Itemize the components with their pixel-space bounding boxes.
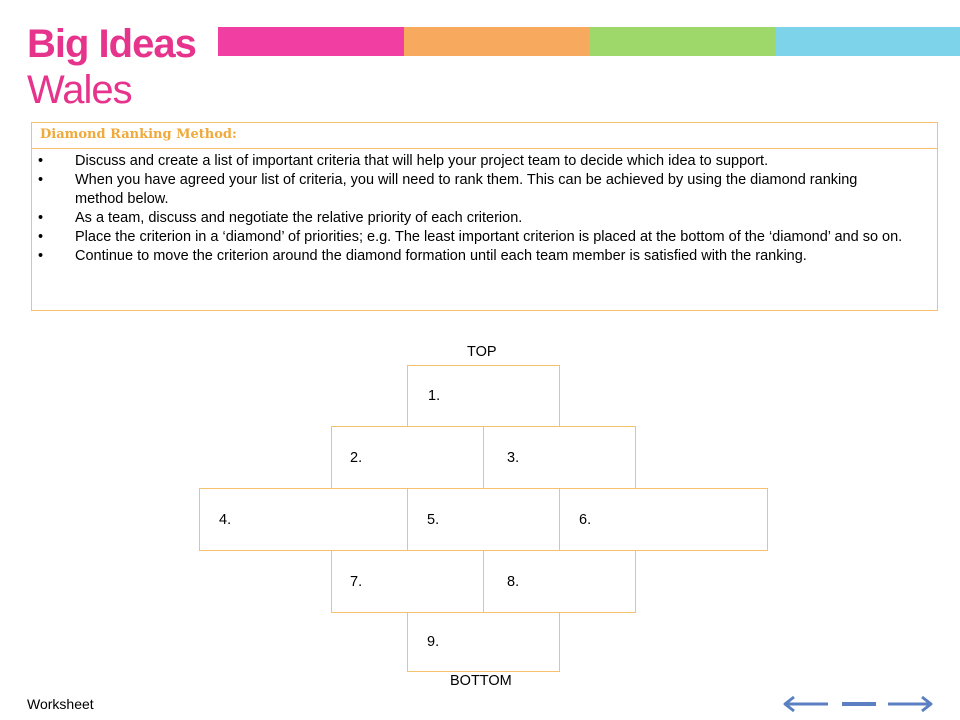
logo-wales: Wales <box>27 68 132 112</box>
instruction-text: Discuss and create a list of important criteria that will help your project team to decide which idea to support. <box>75 153 769 169</box>
diamond-cell-4[interactable] <box>199 488 408 551</box>
instruction-text: When you have agreed your list of criteria, you will need to rank them. This can be achieved by using the diamond ranking method below. <box>75 172 858 207</box>
bullet-icon: • <box>38 172 44 188</box>
home-bar-icon[interactable] <box>838 692 888 716</box>
panel-title: Diamond Ranking Method: <box>32 123 937 149</box>
worksheet-label: Worksheet <box>27 696 94 712</box>
instruction-item <box>32 247 937 266</box>
cell-number: 3. <box>507 449 520 466</box>
cell-number: 5. <box>427 511 440 528</box>
cell-number: 7. <box>350 573 363 590</box>
cell-number: 9. <box>427 634 440 650</box>
instruction-text: As a team, discuss and negotiate the relative priority of each criterion. <box>75 210 523 226</box>
cell-number: 6. <box>579 511 592 528</box>
diamond-cell-7[interactable] <box>331 550 484 613</box>
left-arrow-icon[interactable] <box>780 692 830 716</box>
instruction-item <box>32 228 937 247</box>
instruction-text: Continue to move the criterion around the diamond formation until each team member is satisfied with the ranking. <box>75 248 807 264</box>
diamond-cell-5[interactable] <box>407 488 560 551</box>
cell-number: 2. <box>350 449 363 466</box>
bullet-icon: • <box>38 153 44 169</box>
cell-number: 4. <box>219 511 232 528</box>
diamond-cell-9[interactable] <box>407 612 560 672</box>
bullet-icon: • <box>38 210 44 226</box>
color-bar-pink <box>218 27 404 56</box>
diamond-cell-6[interactable] <box>559 488 768 551</box>
instruction-item <box>32 209 937 228</box>
instruction-item <box>32 152 937 171</box>
color-bar-blue <box>775 27 960 56</box>
cell-number: 8. <box>507 573 520 590</box>
diamond-bottom-label: BOTTOM <box>450 673 512 689</box>
diamond-cell-3[interactable] <box>483 426 636 489</box>
header-color-bars <box>218 27 960 56</box>
diamond-top-label: TOP <box>467 344 497 360</box>
bullet-icon: • <box>38 248 44 264</box>
logo-big-ideas: Big Ideas <box>27 22 196 66</box>
cell-number: 1. <box>428 388 441 404</box>
bullet-icon: • <box>38 229 44 245</box>
right-arrow-icon[interactable] <box>886 692 936 716</box>
instructions-panel <box>31 122 938 311</box>
instruction-text: Place the criterion in a ‘diamond’ of priorities; e.g. The least important criterion is placed at the bottom of the ‘diamond’ and so on. <box>75 229 903 245</box>
instructions-list <box>32 149 937 266</box>
color-bar-green <box>589 27 775 56</box>
instruction-item <box>32 171 937 209</box>
diamond-cell-8[interactable] <box>483 550 636 613</box>
color-bar-orange <box>404 27 590 56</box>
diamond-cell-2[interactable] <box>331 426 484 489</box>
diamond-cell-1[interactable] <box>407 365 560 427</box>
